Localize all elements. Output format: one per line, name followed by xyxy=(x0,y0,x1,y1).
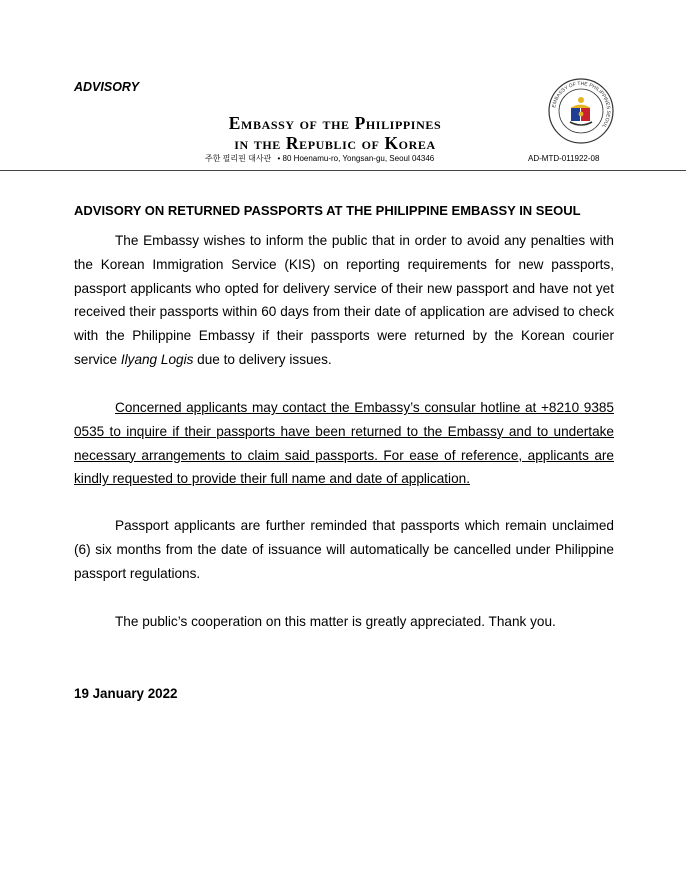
reference-number: AD-MTD-011922-08 xyxy=(528,154,600,163)
advisory-date: 19 January 2022 xyxy=(74,686,178,701)
korean-embassy-name: 주한 필리핀 대사관 xyxy=(205,154,272,163)
paragraph-1-end: due to delivery issues. xyxy=(193,351,332,367)
header-divider xyxy=(0,170,686,171)
paragraph-2-text: Concerned applicants may contact the Embassy’s consular hotline at +8210 9385 0535 to inquire if their passports have been returned to the Embassy and to undertake necessary arrangements to claim said passports. For ease of reference, applicants are kindly requested to provide their full name and date of application. xyxy=(74,400,614,487)
paragraph-3-text: Passport applicants are further reminded that passports which remain unclaimed (6) six months from the date of issuance will automatically be cancelled under Philippine passport regulations. xyxy=(74,518,614,581)
paragraph-4-text: The public’s cooperation on this matter is greatly appreciated. Thank you. xyxy=(115,614,556,629)
address-text: • 80 Hoenamu-ro, Yongsan-gu, Seoul 04346 xyxy=(277,154,435,163)
paragraph-2-hotline xyxy=(74,396,614,491)
embassy-name-line2: in the Republic of Korea xyxy=(234,133,436,153)
paragraph-4 xyxy=(74,610,614,634)
seal-text: EMBASSY OF THE PHILIPPINES SEOUL xyxy=(551,80,612,129)
courier-name: Ilyang Logis xyxy=(120,351,194,367)
paragraph-1 xyxy=(74,229,614,372)
embassy-address xyxy=(205,153,434,164)
letterhead xyxy=(170,113,500,153)
embassy-name-line1: Embassy of the Philippines xyxy=(228,113,442,133)
advisory-title: ADVISORY ON RETURNED PASSPORTS AT THE PHILIPPINE EMBASSY IN SEOUL xyxy=(74,203,581,218)
paragraph-1-text: The Embassy wishes to inform the public that in order to avoid any penalties with the Korean Immigration Service (KIS) on reporting requirements for new passports, passport applicants who opted for delivery service of their new passport and have not yet received their passports within 60 days from their date of application are advised to check with the Philippine Embassy if their passports were returned by the Korean courier service xyxy=(74,233,614,367)
advisory-label: ADVISORY xyxy=(74,80,140,94)
paragraph-3 xyxy=(74,514,614,585)
embassy-seal-icon xyxy=(548,78,614,144)
